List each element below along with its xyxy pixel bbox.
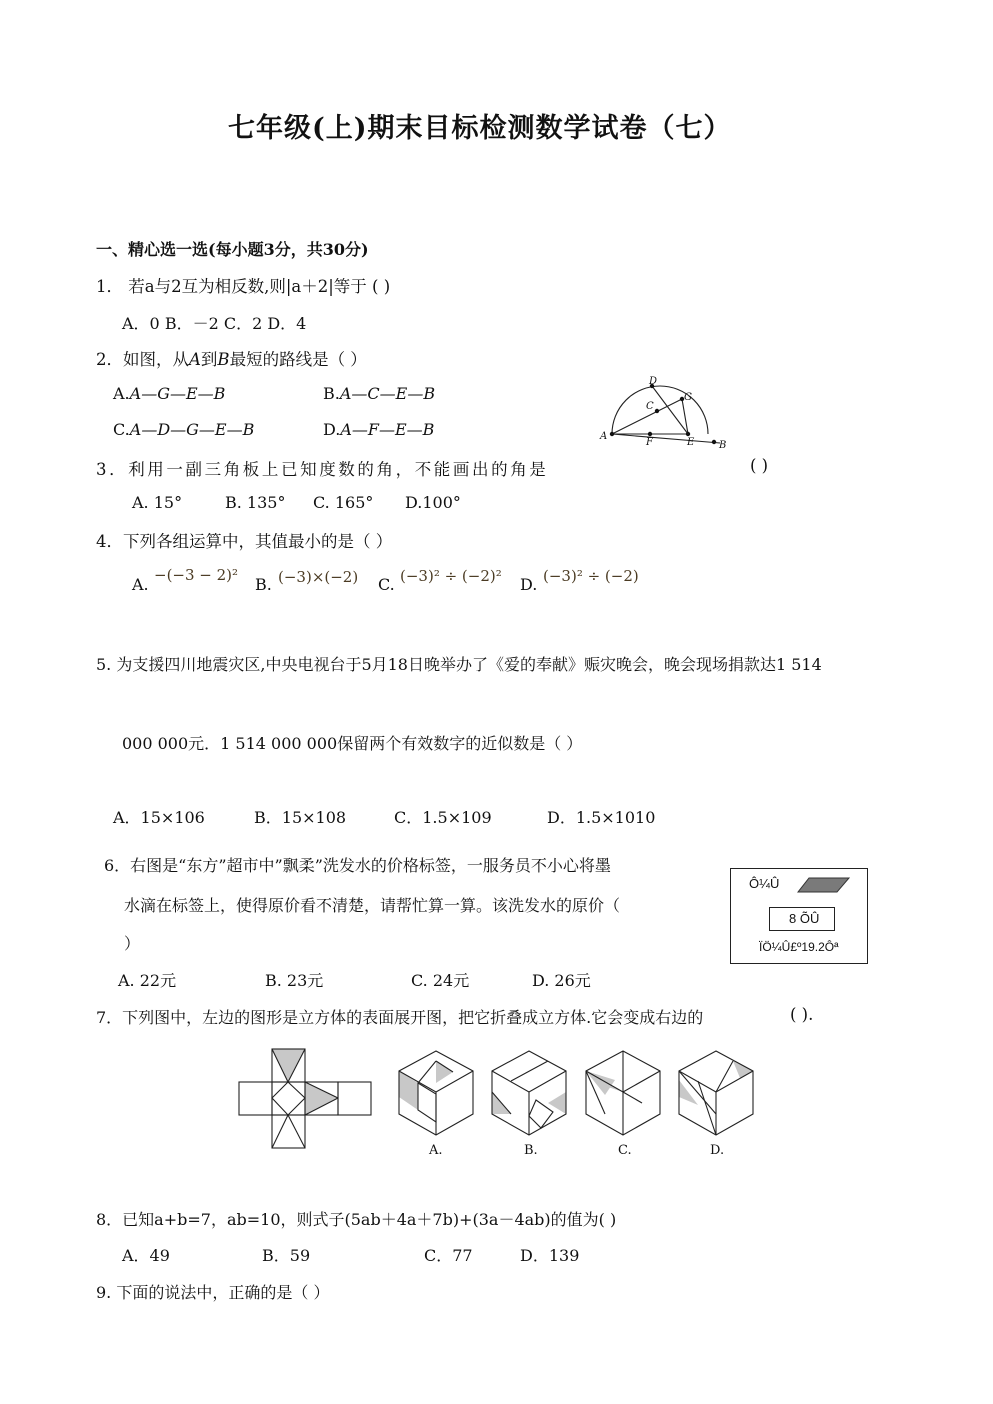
question-4-formula-c: (−3)² ÷ (−2)² [400, 567, 502, 585]
question-2-stem: 2．如图，从A到B最短的路线是（ ） [96, 350, 367, 369]
cube-option-b-figure [491, 1050, 567, 1136]
question-3-stem: 3．利用一副三角板上已知度数的角，不能画出的角是 [96, 460, 549, 479]
question-2-figure [596, 372, 736, 452]
question-8-option-a: A．49 [122, 1246, 170, 1265]
question-4-label-d: D. [520, 575, 538, 594]
ink-blot-shape [797, 877, 851, 893]
question-6-line-3: ） [124, 934, 141, 953]
question-6-option-d: D. 26元 [532, 971, 591, 990]
question-2-option-b: B.A—C—E—B [323, 384, 436, 403]
cube-option-d-label: D. [710, 1143, 725, 1158]
fig-label-e: E [687, 437, 695, 448]
question-4-stem: 4．下列各组运算中，其值最小的是（ ） [96, 532, 393, 551]
question-4-label-b: B. [255, 575, 272, 594]
question-7-paren: ( ). [790, 1005, 814, 1024]
question-8-option-d: D．139 [520, 1246, 580, 1265]
question-4-label-a: A. [132, 575, 149, 594]
question-2-option-c: C.A—D—G—E—B [113, 420, 255, 439]
cube-option-c-figure [585, 1050, 661, 1136]
fig-label-a: A [600, 431, 608, 442]
fig-label-g: G [684, 392, 692, 403]
question-5-option-a: A．15×106 [113, 808, 205, 827]
price-tag-line-3: ÏÖ¼Û£º19.2Ôª [759, 940, 839, 954]
cube-option-d-figure [678, 1050, 754, 1136]
question-3-option-c: C. 165° [313, 493, 374, 512]
fig-label-c: C [646, 401, 654, 412]
question-7-stem: 7．下列图中，左边的图形是立方体的表面展开图，把它折叠成立方体.它会变成右边的 [96, 1008, 704, 1027]
question-1-options: A．0 B．－2 C．2 D．4 [122, 314, 307, 333]
fig-label-d: D [649, 376, 658, 387]
question-5-line-2: 000 000元．1 514 000 000保留两个有效数字的近似数是（ ） [122, 734, 583, 753]
price-tag-line-1: Ô¼Û [749, 876, 780, 891]
section-heading: 一、精心选一选(每小题3分，共30分) [96, 240, 369, 259]
question-3-option-d: D.100° [405, 493, 461, 512]
question-3-option-a: A. 15° [132, 493, 183, 512]
question-6-option-b: B. 23元 [265, 971, 324, 990]
question-6-option-c: C. 24元 [411, 971, 470, 990]
question-5-option-d: D．1.5×1010 [547, 808, 656, 827]
question-9-stem: 9. 下面的说法中，正确的是（ ） [96, 1283, 330, 1302]
question-3-paren: ( ) [750, 456, 769, 475]
question-8-option-c: C．77 [424, 1246, 473, 1265]
question-6-option-a: A. 22元 [118, 971, 177, 990]
cube-option-c-label: C. [618, 1143, 632, 1158]
question-2-option-a: A.A—G—E—B [113, 384, 226, 403]
question-5-line-1: 5. 为支援四川地震灾区,中央电视台于5月18日晚举办了《爱的奉献》赈灾晚会，晚会现场捐款达1 514 [96, 655, 822, 674]
price-tag-line-2: 8 ÕÛ [789, 911, 820, 926]
question-3-option-b: B. 135° [225, 493, 286, 512]
price-tag [730, 868, 868, 964]
fig-label-f: F [646, 437, 653, 448]
cube-option-a-figure [398, 1050, 474, 1136]
fig-label-b: B [719, 440, 727, 451]
question-6-line-1: 6．右图是“东方”超市中”飘柔”洗发水的价格标签，一服务员不小心将墨 [104, 856, 611, 875]
cube-option-a-label: A. [429, 1143, 443, 1158]
question-5-option-b: B．15×108 [254, 808, 347, 827]
question-4-formula-d: (−3)² ÷ (−2) [543, 567, 639, 585]
question-4-formula-a: −(−3 − 2)² [154, 566, 239, 584]
question-8-stem: 8．已知a+b=7，ab=10，则式子(5ab＋4a＋7b)+(3a－4ab)的值为( ) [96, 1210, 617, 1229]
page-title: 七年级(上)期末目标检测数学试卷（七） [228, 113, 732, 144]
question-5-option-c: C．1.5×109 [394, 808, 492, 827]
question-4-formula-b: (−3)×(−2) [278, 568, 359, 586]
cube-net-figure [238, 1048, 376, 1150]
cube-option-b-label: B. [524, 1143, 538, 1158]
question-1-stem: 1． 若a与2互为相反数,则|a＋2|等于 ( ) [96, 277, 391, 296]
question-2-option-d: D.A—F—E—B [323, 420, 435, 439]
question-6-line-2: 水滴在标签上，使得原价看不清楚，请帮忙算一算。该洗发水的原价（ [124, 896, 621, 915]
question-8-option-b: B．59 [262, 1246, 311, 1265]
question-4-label-c: C. [378, 575, 395, 594]
